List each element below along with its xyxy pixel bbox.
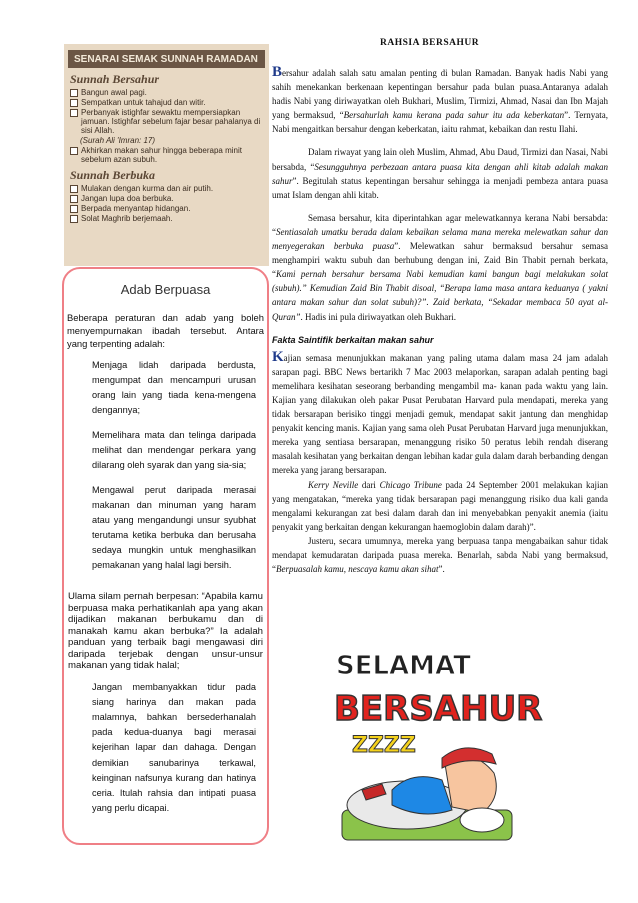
- checklist-item: Perbanyak istighfar sewaktu mempersiapkan jamuan. Istighfar sebelum fajar besar pahalanya di sisi Allah.: [70, 108, 263, 135]
- checklist-reference: (Surah Ali 'Imran: 17): [80, 136, 156, 145]
- sunnah-checklist-panel: [64, 44, 269, 266]
- sleeping-boy-icon: [342, 748, 512, 840]
- checklist-header: SENARAI SEMAK SUNNAH RAMADAN: [68, 50, 265, 68]
- checkbox-icon: [70, 109, 78, 117]
- buka-section-title: Sunnah Berbuka: [70, 168, 156, 182]
- drop-cap: B: [272, 64, 283, 80]
- paragraph-6: Justeru, secara umumnya, mereka yang berpuasa tanpa mengabaikan sahur tidak mendapat kemudaratan daripada puasa mereka. Benarlah, sabda Nabi yang bermaksud, “Berpuasalah kamu, nescaya kamu akan sihat”.: [272, 535, 608, 575]
- checkbox-icon: [70, 185, 78, 193]
- fakta-heading: Fakta Saintifik berkaitan makan sahur: [272, 334, 434, 345]
- adab-berpuasa-box: [62, 267, 269, 845]
- zzz-text: ZZZZ: [352, 733, 416, 758]
- checkbox-icon: [70, 147, 78, 155]
- checklist-item: Sempatkan untuk tahajud dan witir.: [70, 98, 263, 107]
- checkbox-icon: [70, 215, 78, 223]
- bersahur-text: BERSAHUR: [334, 689, 543, 729]
- selamat-bersahur-illustration: [332, 640, 543, 845]
- adab-item: Memelihara mata dan telinga daripada melihat dan mendengar perkara yang dilarang oleh syarak dan yang sia-sia;: [92, 430, 256, 470]
- selamat-bersahur-picture: [332, 640, 543, 845]
- checkbox-icon: [70, 89, 78, 97]
- checkbox-icon: [70, 99, 78, 107]
- adab-intro: Beberapa peraturan dan adab yang boleh menyempurnakan ibadah tersebut. Antara yang terpenting adalah:: [67, 312, 264, 349]
- checklist-item: Solat Maghrib berjemaah.: [70, 214, 263, 223]
- checklist-item: Akhirkan makan sahur hingga beberapa minit sebelum azan subuh.: [70, 146, 263, 164]
- adab-item: Mengawal perut daripada merasai makanan dan minuman yang haram atau yang mengandungi unsur syubhat terutama ketika berbuka dan berusaha sedaya mungkin untuk menghasilkan pemakanan yang halal lagi bersih.: [92, 485, 256, 570]
- article-body: [272, 66, 608, 576]
- checkbox-icon: [70, 205, 78, 213]
- checkbox-icon: [70, 195, 78, 203]
- adab-item: Menjaga lidah daripada berdusta, mengumpat dan mencampuri urusan orang lain yang tiada kena-mengena dengannya;: [92, 360, 256, 415]
- checklist-item: Bangun awal pagi.: [70, 88, 263, 97]
- paragraph-1: Bersahur adalah salah satu amalan penting di bulan Ramadan. Banyak hadis Nabi yang sahih menekankan berkenaan kepentingan bersahur pada bulan puasa.Antaranya adalah hadis Nabi yang diriwayatkan oleh Bukhari, Muslim, Tirmizi, Ahmad, Nasai dan Ibn Majah yang bermaksud, “Bersahurlah kamu kerana pada sahur itu ada keberkatan”. Ternyata, Nabi mengaitkan bersahur dengan keberkatan, iaitu rahmat, kebaikan dan restu Ilahi.: [272, 64, 609, 135]
- adab-last-item: Jangan membanyakkan tidur pada siang harinya dan makan pada malamnya, bahkan bersederhanalah pada kedua-duanya bagi merasai kejerihan lapar dan dahaga. Dengan demikian sanubarinya terkawal, keinginan nafsunya kurang dan hatinya ceria. Itulah rahsia dan intipati puasa yang perlu dicapai.: [92, 681, 256, 814]
- article-heading: RAHSIA BERSAHUR: [380, 38, 480, 48]
- selamat-text: SELAMAT: [336, 651, 471, 681]
- paragraph-5: Kerry Neville dari Chicago Tribune pada 24 September 2001 melakukan kajian yang mengatakan, “mereka yang tidak bersarapan pagi menanggung risiko dua kali ganda mengalami kekurangan zat besi dalam darah dan ini menyebabkan penyakit anemia (iaitu penyakit yang berkaitan dengan kekurangan haemoglobin dalam darah)”.: [272, 479, 608, 532]
- checklist-item: Berpada menyantap hidangan.: [70, 204, 263, 213]
- paragraph-4: Kajian semasa menunjukkan makanan yang paling utama dalam masa 24 jam adalah sarapan pagi. BBC News bertarikh 7 Mac 2003 melaporkan, sarapan adalah penting bagi memelihara kesihatan seseorang berbanding mengambil ma- kanan pada waktu yang lain. Kajian yang dilakukan oleh pakar Pusat Perubatan Harvard pula mendapati, mereka yang tidak bersarapan berisiko tinggi menjadi gemuk, mendapat sakit jantung dan menghidap penyakit kencing manis. Kajian yang sama oleh Pusat Perubatan Harvard juga menunjukkan, mereka yang sentiasa bersarapan, menanggung risiko 50 peratus lebih rendah diserang masalah kesihatan yang berkaitan dengan lebihan kadar gula dalam darah berbanding dengan mereka yang jarang bersarapan.: [272, 348, 608, 476]
- sahur-section-title: Sunnah Bersahur: [70, 72, 160, 86]
- adab-quote: Ulama silam pernah berpesan: “Apabila kamu berpuasa maka perhatikanlah apa yang akan dijadikan makanan berbukamu dan di manakah kamu akan berbuka?” Ia adalah panduan yang terbaik bagi mengawasi diri daripada terjebak dengan unsur-unsur makanan yang tidak halal;: [68, 591, 263, 671]
- checklist-item: Mulakan dengan kurma dan air putih.: [70, 184, 263, 193]
- paragraph-3: Semasa bersahur, kita diperintahkan agar melewatkannya kerana Nabi bersabda: “Sentiasalah umatku berada dalam kebaikan selama mana mereka melewatkan sahur dan menyegerakan berbuka puasa”. Melewatkan sahur bermaksud bersahur semasa menghampiri waktu subuh dan berhubung dengan ini, Zaid Bin Thabit pernah berkata, “Kami pernah bersahur bersama Nabi kemudian kami bangun bagi melakukan solat (subuh).” Kemudian Zaid Bin Thabit disoal, “Berapa lama masa antara keduanya ( yakni antara makan sahur dan solat subuh)?”. Zaid berkata, “Sekadar membaca 50 ayat al-Quran”. Hadis ini pula diriwayatkan oleh Bukhari.: [272, 212, 608, 322]
- paragraph-2: Dalam riwayat yang lain oleh Muslim, Ahmad, Abu Daud, Tirmizi dan Nasai, Nabi bersabda, “Sesungguhnya perbezaan antara puasa kita dengan ahli kitab adalah makan sahur”. Begitulah status kepentingan bersahur sehingga ia menjadi pembeza antara puasa umat Islam dengan ahli kitab.: [272, 147, 608, 200]
- adab-title: Adab Berpuasa: [120, 282, 211, 297]
- checklist-item: Jangan lupa doa berbuka.: [70, 194, 263, 203]
- drop-cap: K: [272, 348, 284, 365]
